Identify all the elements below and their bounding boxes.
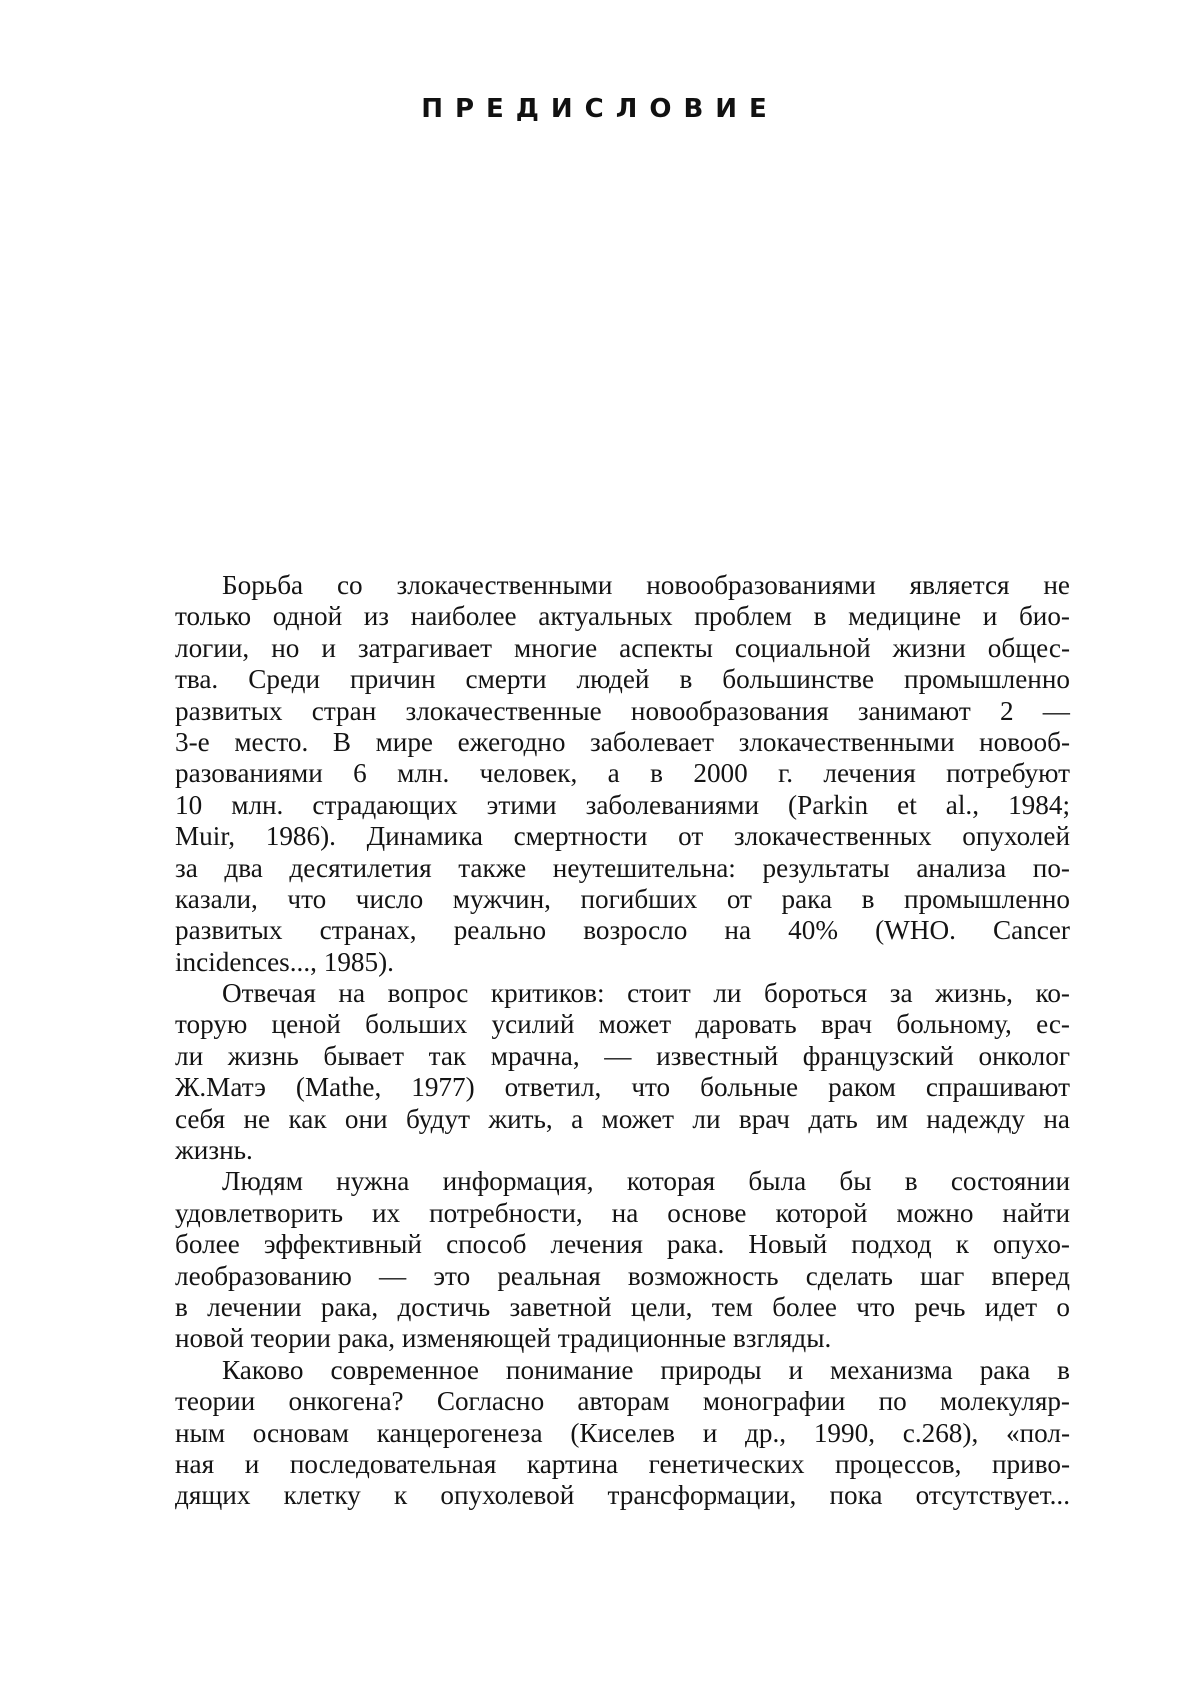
text-line: Ж.Матэ (Mathe, 1977) ответил, что больные раком спрашивают [175, 1072, 1070, 1103]
text-line: только одной из наиболее актуальных проблем в медицине и био- [175, 601, 1070, 632]
text-line: себя не как они будут жить, а может ли врач дать им надежду на [175, 1103, 1070, 1134]
text-line: Борьба со злокачественными новообразованиями является не [222, 570, 1070, 600]
text-line: тва. Среди причин смерти людей в большинстве промышленно [175, 664, 1070, 695]
text-line: логии, но и затрагивает многие аспекты социальной жизни общес- [175, 632, 1070, 663]
paragraph-2 [175, 978, 1070, 1166]
text-line: новой теории рака, изменяющей традиционные взгляды. [175, 1323, 832, 1354]
text-line: в лечении рака, достичь заветной цели, тем более что речь идет о [175, 1291, 1070, 1322]
paragraph-4 [175, 1355, 1070, 1512]
text-line: более эффективный способ лечения рака. Новый подход к опухо- [175, 1229, 1070, 1260]
text-line: incidences..., 1985). [175, 946, 394, 977]
text-line: ная и последовательная картина генетических процессов, приво- [175, 1448, 1070, 1479]
text-line: удовлетворить их потребности, на основе которой можно найти [175, 1197, 1070, 1228]
text-line: жизнь. [175, 1135, 253, 1166]
text-line: торую ценой больших усилий может даровать врач больному, ес- [175, 1009, 1070, 1040]
text-line: 10 млн. страдающих этими заболеваниями (Parkin et al., 1984; [175, 789, 1070, 820]
text-line: казали, что число мужчин, погибших от рака в промышленно [175, 883, 1070, 914]
text-line: 3-е место. В мире ежегодно заболевает злокачественными новооб- [175, 726, 1070, 757]
page-title: ПРЕДИСЛОВИЕ [421, 94, 779, 124]
text-line: ли жизнь бывает так мрачна, — известный французский онколог [175, 1040, 1070, 1071]
text-line: Отвечая на вопрос критиков: стоит ли бороться за жизнь, ко- [222, 978, 1070, 1009]
text-line: дящих клетку к опухолевой трансформации, пока отсутствует... [175, 1480, 1070, 1511]
text-line: Людям нужна информация, которая была бы в состоянии [222, 1166, 1070, 1197]
paragraph-1 [175, 570, 1070, 978]
text-line: ным основам канцерогенеза (Киселев и др., 1990, с.268), «пол- [175, 1417, 1070, 1448]
paragraph-3 [175, 1166, 1070, 1354]
text-line: Каково современное понимание природы и механизма рака в [222, 1354, 1070, 1385]
text-line: леобразованию — это реальная возможность сделать шаг вперед [175, 1260, 1070, 1291]
text-line: за два десятилетия также неутешительна: результаты анализа по- [175, 852, 1070, 883]
body-text [175, 570, 1070, 1512]
text-line: Muir, 1986). Динамика смертности от злокачественных опухолей [175, 821, 1070, 852]
text-line: разованиями 6 млн. человек, а в 2000 г. лечения потребуют [175, 758, 1070, 789]
text-line: развитых стран злокачественные новообразования занимают 2 — [175, 695, 1070, 726]
text-line: теории онкогена? Согласно авторам монографии по молекуляр- [175, 1386, 1070, 1417]
text-line: развитых странах, реально возросло на 40% (WHO. Cancer [175, 915, 1070, 946]
